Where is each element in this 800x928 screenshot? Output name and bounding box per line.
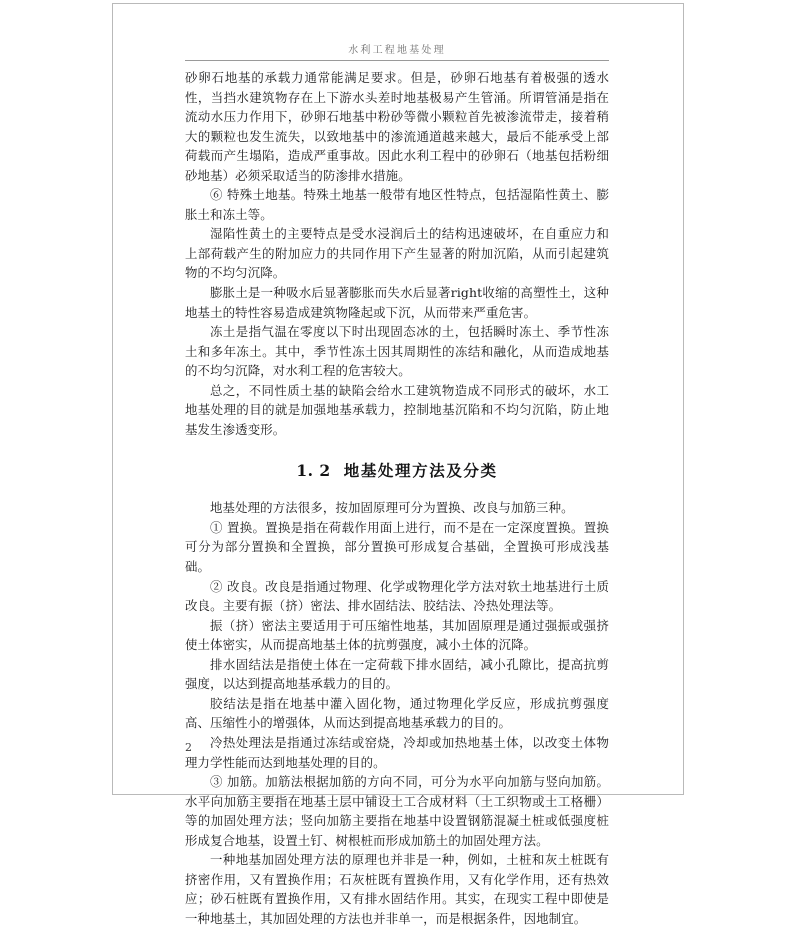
paragraph: ③ 加筋。加筋法根据加筋的方向不同，可分为水平向加筋与竖向加筋。水平向加筋主要指在地基土层中铺设土工合成材料（土工织物或土工格栅）等的加固处理方法；竖向加筋主要指在地基中设置钢筋混凝土桩或低强度桩形成复合地基，设置土钉、树根桩而形成加筋土的加固处理方法。 [185, 774, 609, 848]
page-content-area [113, 4, 683, 926]
paragraph: ① 置换。置换是指在荷载作用面上进行，而不是在一定深度置换。置换可分为部分置换和全置换，部分置换可形成复合基础，全置换可形成浅基础。 [185, 519, 609, 575]
paragraph: 地基处理的方法很多，按加固原理可分为置换、改良与加筋三种。 [210, 500, 574, 516]
paragraph: 排水固结法是指使土体在一定荷载下排水固结，减小孔隙比，提高抗剪强度，以达到提高地基承载力的目的。 [185, 656, 609, 692]
paragraph: 砂卵石地基的承载力通常能满足要求。但是，砂卵石地基有着极强的透水性，当挡水建筑物存在上下游水头差时地基极易产生管涌。所谓管涌是指在流动水压力作用下，砂卵石地基中粉砂等微小颗粒首先被渗流带走，接着稍大的颗粒也发生流失，以致地基中的渗流通道越来越大，最后不能承受上部荷载而产生塌陷，造成严重事故。因此水利工程中的砂卵石（地基包括粉细砂地基）必须采取适当的防渗排水措施。 [185, 70, 609, 183]
paragraph: 冻土是指气温在零度以下时出现固态冰的土，包括瞬时冻土、季节性冻土和多年冻土。其中，季节性冻土因其周期性的冻结和融化，从而造成地基的不均匀沉降，对水利工程的危害较大。 [185, 324, 609, 379]
paragraph: ⑥ 特殊土地基。特殊土地基一般带有地区性特点，包括湿陷性黄土、膨胀土和冻土等。 [185, 187, 609, 222]
section-number: 1. 2 [296, 461, 331, 481]
section-title: 地基处理方法及分类 [343, 461, 498, 481]
section-heading [185, 439, 609, 498]
paragraph: 胶结法是指在地基中灌入固化物，通过物理化学反应，形成抗剪强度高、压缩性小的增强体，从而达到提高地基承载力的目的。 [185, 695, 609, 731]
page-number: 2 [185, 741, 192, 754]
paragraph: 一种地基加固处理方法的原理也并非是一种，例如，土桩和灰土桩既有挤密作用，又有置换作用；石灰桩既有置换作用，又有化学作用，还有热效应；砂石桩既有置换作用，又有排水固结作用。其实，在现实工程中即使是一种地基土，其加固处理的方法也并非单一，而是根据条件，因地制宜。 [185, 852, 609, 926]
paragraph: 振（挤）密法主要适用于可压缩性地基，其加固原理是通过强振或强挤使土体密实，从而提高地基土体的抗剪强度，减小土体的沉降。 [185, 617, 609, 653]
running-head-rule [185, 60, 609, 61]
book-page-sheet [112, 3, 684, 926]
running-head: 水利工程地基处理 [348, 45, 446, 56]
paragraph: 膨胀土是一种吸水后显著膨胀而失水后显著right收缩的高塑性土，这种地基土的特性容易造成建筑物隆起或下沉，从而带来严重危害。 [185, 285, 609, 320]
text-column [185, 68, 609, 928]
paragraph: 总之，不同性质土基的缺陷会给水工建筑物造成不同形式的破坏，水工地基处理的目的就是加强地基承载力，控制地基沉陷和不均匀沉陷，防止地基发生渗透变形。 [185, 382, 609, 437]
paragraph: ② 改良。改良是指通过物理、化学或物理化学方法对软土地基进行土质改良。主要有振（挤）密法、排水固结法、胶结法、冷热处理法等。 [185, 578, 609, 614]
paragraph: 湿陷性黄土的主要特点是受水浸润后土的结构迅速破坏，在自重应力和上部荷载产生的附加应力的共同作用下产生显著的附加沉陷，从而引起建筑物的不均匀沉降。 [185, 226, 609, 281]
paragraph: 冷热处理法是指通过冻结或窑烧，冷却或加热地基土体，以改变土体物理力学性能而达到地基处理的目的。 [185, 734, 609, 770]
